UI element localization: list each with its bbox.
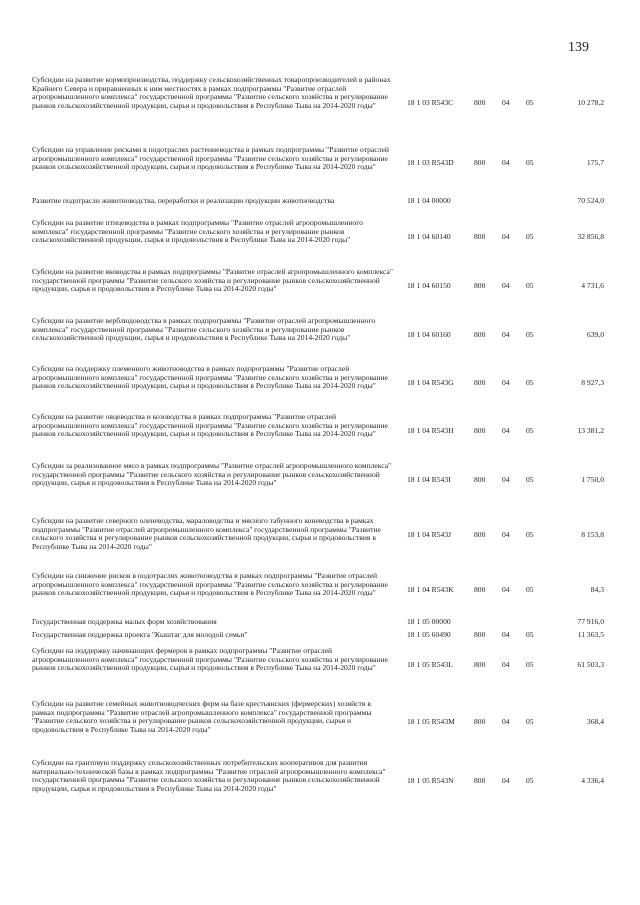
row-rz: 04 — [502, 378, 510, 387]
row-ved: 800 — [474, 426, 486, 435]
row-description: Субсидии на поддержку племенного животноводства в рамках подпрограммы "Развитие отраслей агропромышленного комплекса" государственной программы "Развитие сельского хозяйства и регулирование рынков сельскохозяйственной продукции, сырья и продовольствия в Республике Тыва на 2014-2020 годы" — [32, 364, 388, 391]
row-code: 18 1 04 R543K — [407, 585, 454, 594]
row-prz: 05 — [526, 475, 534, 484]
row-amount: 8 927,3 — [581, 378, 604, 387]
row-amount: 84,3 — [590, 585, 604, 594]
row-code: 18 1 05 00000 — [407, 617, 451, 626]
row-prz: 05 — [526, 630, 534, 639]
row-amount: 11 363,5 — [577, 630, 604, 639]
row-amount: 639,0 — [586, 330, 604, 339]
row-amount: 8 153,8 — [581, 530, 604, 539]
row-code: 18 1 04 R543H — [407, 426, 454, 435]
row-rz: 04 — [502, 585, 510, 594]
table-row — [0, 413, 640, 449]
row-prz: 05 — [526, 776, 534, 785]
row-amount: 32 856,8 — [577, 232, 604, 241]
table-row — [0, 146, 640, 182]
table-row — [0, 268, 640, 304]
table-row — [0, 76, 640, 128]
page-number: 139 — [568, 40, 589, 55]
row-amount: 4 731,6 — [581, 281, 604, 290]
row-rz: 04 — [502, 530, 510, 539]
row-description: Субсидии на развитие семейных животноводческих ферм на базе крестьянских (фермерских) хозяйств в рамках подпрограммы "Развитие отраслей агропромышленного комплекса" государственной программы "Развитие сельского хозяйства и регулирование рынков сельскохозяйственной продукции, сырья и продовольствия в Республике Тыва на 2014-2020 годы" — [32, 699, 372, 735]
row-ved: 800 — [474, 98, 486, 107]
row-rz: 04 — [502, 98, 510, 107]
row-amount: 10 278,2 — [577, 98, 604, 107]
row-amount: 13 381,2 — [577, 426, 604, 435]
row-ved: 800 — [474, 378, 486, 387]
table-row — [0, 317, 640, 353]
row-code: 18 1 04 R543I — [407, 475, 451, 484]
row-prz: 05 — [526, 281, 534, 290]
row-rz: 04 — [502, 232, 510, 241]
row-description: Развитие подотрасли животноводства, переработки и реализации продукции животноводства — [32, 196, 335, 205]
row-prz: 05 — [526, 717, 534, 726]
row-description: Субсидии на снижение рисков в подотраслях животноводства в рамках подпрограммы "Развитие отраслей агропромышленного комплекса" государственной программы "Развитие сельского хозяйства и регулирование рынков сельскохозяйственной продукции, сырья и продовольствия в Республике Тыва на 2014-2020 годы" — [32, 571, 388, 598]
row-code: 18 1 04 60140 — [407, 232, 451, 241]
table-row — [0, 759, 640, 803]
row-description: Субсидии на развитие овцеводства и козоводства в рамках подпрограммы "Развитие отраслей агропромышленного комплекса" государственной программы "Развитие сельского хозяйства и регулирование рынков сельскохозяйственной продукции, сырья и продовольствия в Республике Тыва на 2014-2020 годы" — [32, 412, 388, 439]
table-row — [0, 365, 640, 401]
row-rz: 04 — [502, 660, 510, 669]
row-code: 18 1 04 R543J — [407, 530, 452, 539]
table-row — [0, 647, 640, 683]
row-ved: 800 — [474, 717, 486, 726]
row-rz: 04 — [502, 158, 510, 167]
row-description: Субсидии на поддержку начинающих фермеров в рамках подпрограммы "Развитие отраслей агропромышленного комплекса" государственной программы "Развитие сельского хозяйства и регулирование рынков сельскохозяйственной продукции, сырья и продовольствия в Республике Тыва на 2014-2020 годы" — [32, 646, 388, 673]
row-ved: 800 — [474, 475, 486, 484]
row-description: Субсидии за реализованное мясо в рамках подпрограммы "Развитие отраслей агропромышленного комплекса" государственной программы "Развитие сельского хозяйства и регулирование рынков сельскохозяйственной продукции, сырья и продовольствия в Республике Тыва на 2014-2020 годы" — [32, 461, 392, 488]
row-prz: 05 — [526, 330, 534, 339]
row-code: 18 1 05 R543L — [407, 660, 453, 669]
row-amount: 368,4 — [586, 717, 604, 726]
table-row — [0, 700, 640, 744]
row-ved: 800 — [474, 158, 486, 167]
row-amount: 175,7 — [586, 158, 604, 167]
row-description: Субсидии на развитие верблюдоводства в рамках подпрограммы "Развитие отраслей агропромышленного комплекса" государственной программы "Развитие сельского хозяйства и регулирование рынков сельскохозяйственной продукции, сырья и продовольствия в Республике Тыва на 2014-2020 годы" — [32, 316, 376, 343]
row-code: 18 1 04 60150 — [407, 281, 451, 290]
row-ved: 800 — [474, 585, 486, 594]
row-rz: 04 — [502, 426, 510, 435]
table-row — [0, 197, 640, 207]
row-ved: 800 — [474, 630, 486, 639]
row-rz: 04 — [502, 330, 510, 339]
row-prz: 05 — [526, 158, 534, 167]
row-ved: 800 — [474, 232, 486, 241]
table-row — [0, 631, 640, 641]
row-code: 18 1 04 R543G — [407, 378, 454, 387]
table-row — [0, 219, 640, 255]
row-ved: 800 — [474, 281, 486, 290]
table-row — [0, 572, 640, 608]
row-description: Субсидии на развитие северного оленеводства, мараловодства и мясного табунного коневодства в рамках подпрограммы "Развитие отраслей агропромышленного комплекса" государственной программы "Развитие сельского хозяйства и регулирование рынков сельскохозяйственной продукции, сырья и продовольствия в Республике Тыва на 2014-2020 годы" — [32, 516, 381, 552]
row-description: Субсидии на развитие кормопроизводства, поддержку сельскохозяйственных товаропроизводителей в районах Крайнего Севера и приравненных к ним местностях в рамках подпрограммы "Развитие отраслей агропромышленного комплекса" государственной программы "Развитие сельского хозяйства и регулирование рынков сельскохозяйственной продукции, сырья и продовольствия в Республике Тыва на 2014-2020 годы" — [32, 75, 391, 111]
row-ved: 800 — [474, 330, 486, 339]
row-amount: 77 916,0 — [577, 617, 604, 626]
row-code: 18 1 05 R543M — [407, 717, 455, 726]
row-prz: 05 — [526, 530, 534, 539]
row-code: 18 1 04 00000 — [407, 196, 451, 205]
row-rz: 04 — [502, 281, 510, 290]
row-prz: 05 — [526, 660, 534, 669]
row-rz: 04 — [502, 475, 510, 484]
row-amount: 61 503,3 — [577, 660, 604, 669]
row-prz: 05 — [526, 378, 534, 387]
table-row — [0, 517, 640, 553]
row-code: 18 1 03 R543C — [407, 98, 454, 107]
row-ved: 800 — [474, 776, 486, 785]
row-code: 18 1 03 R543D — [407, 158, 454, 167]
row-code: 18 1 04 60160 — [407, 330, 451, 339]
row-ved: 800 — [474, 530, 486, 539]
row-prz: 05 — [526, 98, 534, 107]
row-prz: 05 — [526, 585, 534, 594]
row-amount: 70 524,0 — [577, 196, 604, 205]
row-description: Государственная поддержка проекта "Кыштаг для молодой семьи" — [32, 630, 248, 639]
row-description: Государственная поддержка малых форм хозяйствования — [32, 617, 217, 626]
row-ved: 800 — [474, 660, 486, 669]
row-prz: 05 — [526, 232, 534, 241]
row-prz: 05 — [526, 426, 534, 435]
table-row — [0, 618, 640, 628]
row-rz: 04 — [502, 630, 510, 639]
row-rz: 04 — [502, 776, 510, 785]
row-description: Субсидии на грантовую поддержку сельскохозяйственных потребительских кооперативов для развития материально-технической базы в рамках подпрограммы "Развитие отраслей агропромышленного комплекса" государственной программы "Развитие сельского хозяйства и регулирование рынков сельскохозяйственной продукции, сырья и продовольствия в Республике Тыва на 2014-2020 годы" — [32, 758, 386, 794]
row-code: 18 1 05 R543N — [407, 776, 454, 785]
row-description: Субсидии на развитие птицеводства в рамках подпрограммы "Развитие отраслей агропромышленного комплекса" государственной программы "Развитие сельского хозяйства и регулирование рынков сельскохозяйственной продукции, сырья и продовольствия в Республике Тыва на 2014-2020 годы" — [32, 218, 363, 245]
table-row — [0, 462, 640, 498]
row-amount: 4 336,4 — [581, 776, 604, 785]
row-rz: 04 — [502, 717, 510, 726]
row-code: 18 1 05 60490 — [407, 630, 451, 639]
row-amount: 1 750,0 — [581, 475, 604, 484]
row-description: Субсидии на развитие яководства в рамках подпрограммы "Развитие отраслей агропромышленного комплекса" государственной программы "Развитие сельского хозяйства и регулирование рынков сельскохозяйственной продукции, сырья и продовольствия в Республике Тыва на 2014-2020 годы" — [32, 267, 393, 294]
row-description: Субсидии на управление рисками в подотраслях растениеводства в рамках подпрограммы "Развитие отраслей агропромышленного комплекса" государственной программы "Развитие сельского хозяйства и регулирование рынков сельскохозяйственной продукции, сырья и продовольствия в Республике Тыва на 2014-2020 годы" — [32, 145, 389, 172]
